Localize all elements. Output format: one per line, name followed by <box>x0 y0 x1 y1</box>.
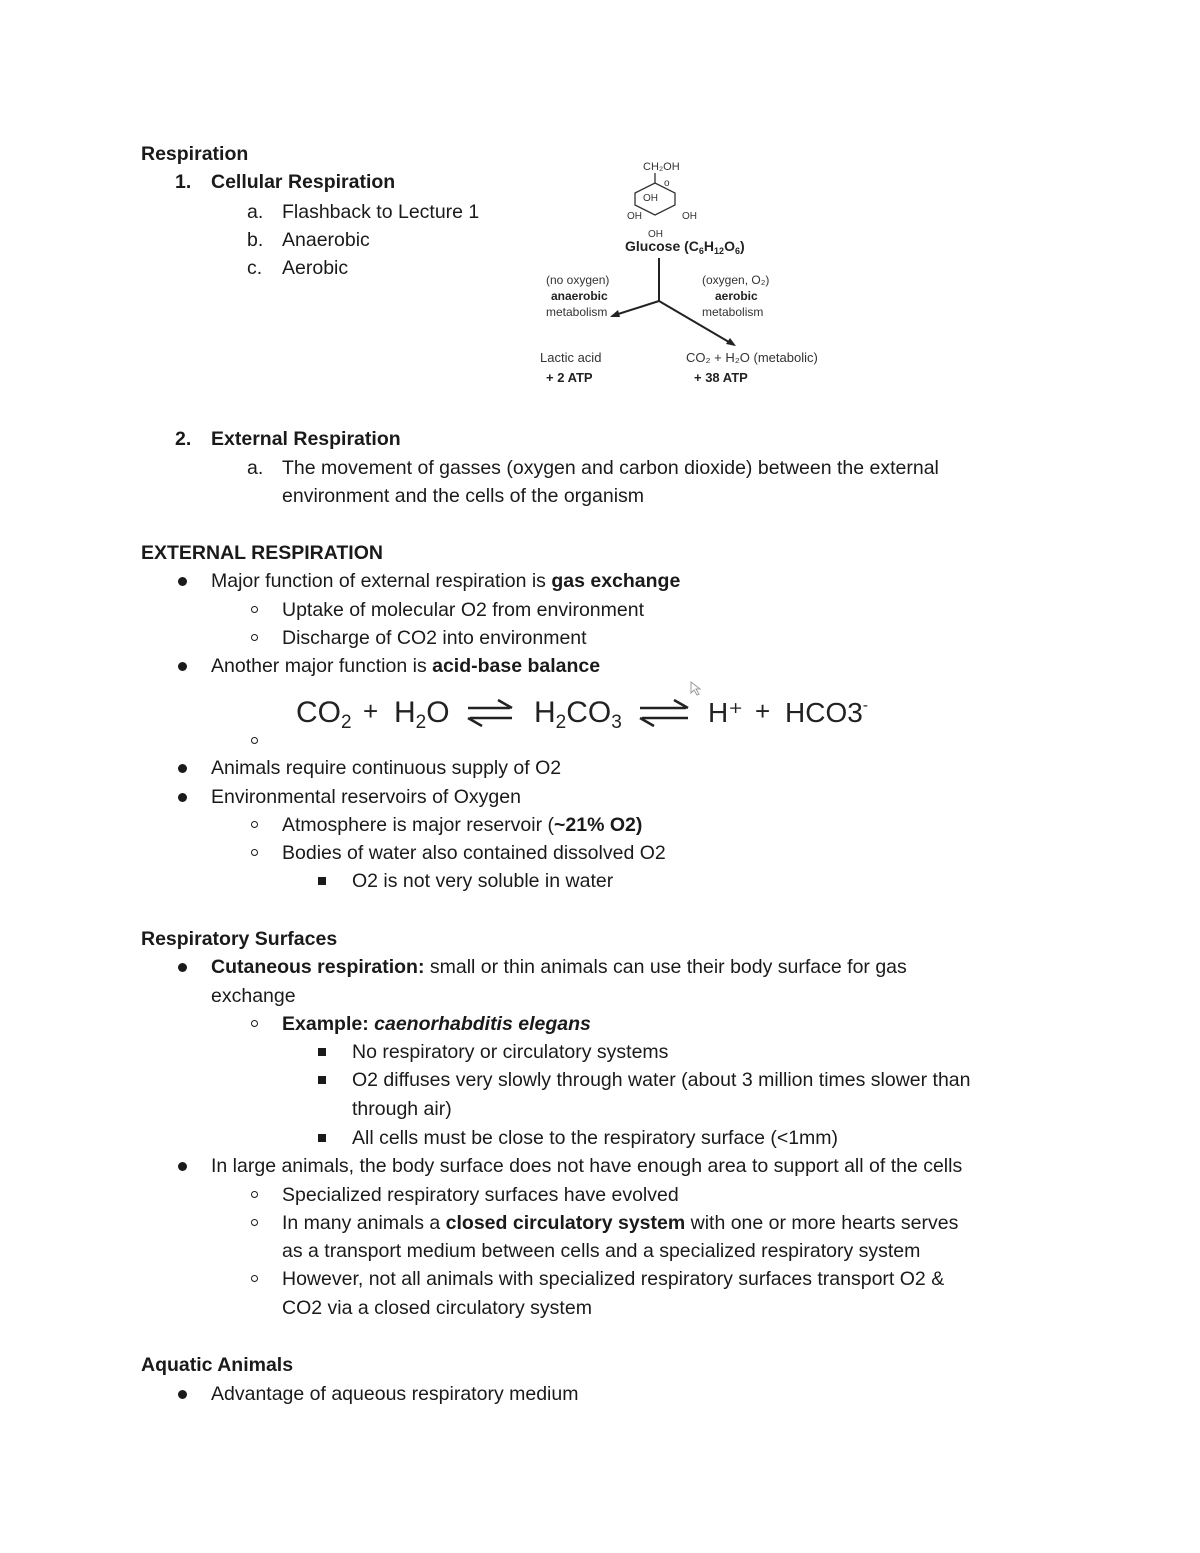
list-item-continued: through air) <box>352 1098 452 1120</box>
list-item: Specialized respiratory surfaces have evolved <box>282 1184 679 1206</box>
list-item: Animals require continuous supply of O2 <box>211 757 562 779</box>
hco3-term: HCO3- <box>785 697 869 728</box>
external-definition-line: The movement of gasses (oxygen and carbon dioxide) between the external <box>282 457 939 479</box>
list-marker: a. <box>247 457 264 479</box>
section-heading-aquatic-animals: Aquatic Animals <box>141 1354 294 1376</box>
list-number: 1. <box>175 171 192 193</box>
bullet-disc <box>178 577 187 586</box>
h2o-term: $H_2O$ <box>394 696 450 733</box>
list-item: Environmental reservoirs of Oxygen <box>211 786 521 808</box>
list-item: O2 diffuses very slowly through water (about 3 million times slower than <box>352 1069 971 1091</box>
equilibrium-arrows-icon <box>468 700 512 726</box>
plus-sign: + <box>755 696 771 726</box>
bullet-disc <box>178 1162 187 1171</box>
bullet-circle <box>251 821 258 828</box>
list-item: O2 is not very soluble in water <box>352 870 614 892</box>
list-marker: b. <box>247 229 264 251</box>
list-item: Atmosphere is major reservoir (~21% O2) <box>282 814 643 836</box>
bullet-disc <box>178 1390 187 1399</box>
list-item: However, not all animals with specialized respiratory surfaces transport O2 & <box>282 1268 945 1290</box>
h-plus-term: H⁺ <box>708 697 743 728</box>
aerobic-label: aerobic <box>715 289 758 303</box>
list-number: 2. <box>175 428 192 450</box>
bullet-square <box>318 877 326 885</box>
plus-sign: + <box>363 696 379 726</box>
list-item: Cutaneous respiration: small or thin animals can use their body surface for gas <box>211 956 907 978</box>
list-item-continued: as a transport medium between cells and a specialized respiratory system <box>282 1240 921 1262</box>
arrowhead-icon <box>610 310 620 317</box>
bullet-circle <box>251 1020 258 1027</box>
list-item: Flashback to Lecture 1 <box>282 201 480 223</box>
list-item: Example: caenorhabditis elegans <box>282 1013 591 1035</box>
list-item: No respiratory or circulatory systems <box>352 1041 669 1063</box>
bullet-circle <box>251 849 258 856</box>
oh-label: OH <box>643 193 658 204</box>
bullet-disc <box>178 764 187 773</box>
bullet-disc <box>178 793 187 802</box>
bullet-circle <box>251 1275 258 1282</box>
section-heading-external: EXTERNAL RESPIRATION <box>141 542 383 564</box>
bullet-square <box>318 1134 326 1142</box>
list-item: In many animals a closed circulatory system with one or more hearts serves <box>282 1212 959 1234</box>
bullet-circle <box>251 1219 258 1226</box>
section-heading-respiration: Respiration <box>141 143 249 165</box>
list-item: Aerobic <box>282 257 349 279</box>
cursor-icon <box>691 682 700 695</box>
aerobic-products-label: CO₂ + H₂O (metabolic) <box>686 350 818 365</box>
list-item-continued: CO2 via a closed circulatory system <box>282 1297 592 1319</box>
external-definition-line: environment and the cells of the organism <box>282 485 645 507</box>
list-item: All cells must be close to the respiratory surface (<1mm) <box>352 1127 839 1149</box>
h2co3-term: $H_2CO_3$ <box>534 696 622 733</box>
list-marker: c. <box>247 257 263 279</box>
lactic-acid-label: Lactic acid <box>540 350 602 365</box>
oh-label: OH <box>627 211 642 222</box>
carbonic-acid-equation <box>290 676 880 736</box>
external-respiration-title: External Respiration <box>211 428 401 450</box>
bullet-circle <box>251 606 258 613</box>
aerobic-condition: (oxygen, O₂) <box>702 273 770 287</box>
list-item: Anaerobic <box>282 229 370 251</box>
list-item-continued: exchange <box>211 985 296 1007</box>
metabolism-label: metabolism <box>702 305 764 319</box>
list-item: Discharge of CO2 into environment <box>282 627 587 649</box>
bullet-disc <box>178 662 187 671</box>
list-item: Uptake of molecular O2 from environment <box>282 599 644 621</box>
arrowhead-icon <box>726 338 736 346</box>
equilibrium-arrows-icon <box>640 700 688 726</box>
oh-label: OH <box>648 229 663 240</box>
list-item: In large animals, the body surface does not have enough area to support all of the cells <box>211 1155 963 1177</box>
bullet-disc <box>178 963 187 972</box>
atp-anaerobic: + 2 ATP <box>546 370 593 385</box>
atp-aerobic: + 38 ATP <box>694 370 748 385</box>
ch2oh-label: CH₂OH <box>643 161 680 173</box>
anaerobic-condition: (no oxygen) <box>546 273 610 287</box>
bullet-square <box>318 1076 326 1084</box>
bullet-circle <box>251 634 258 641</box>
list-item: Another major function is acid-base balance <box>211 655 601 677</box>
section-heading-respiratory-surfaces: Respiratory Surfaces <box>141 928 338 950</box>
bullet-square <box>318 1048 326 1056</box>
bullet-circle <box>251 737 258 744</box>
cellular-respiration-title: Cellular Respiration <box>211 171 396 193</box>
metabolism-label: metabolism <box>546 305 608 319</box>
list-item: Advantage of aqueous respiratory medium <box>211 1383 579 1405</box>
glucose-metabolism-diagram <box>530 155 850 395</box>
anaerobic-label: anaerobic <box>551 289 608 303</box>
bullet-circle <box>251 1191 258 1198</box>
oh-label: OH <box>682 211 697 222</box>
list-marker: a. <box>247 201 264 223</box>
list-item: Bodies of water also contained dissolved O2 <box>282 842 666 864</box>
svg-text:o: o <box>664 178 670 189</box>
co2-term: $CO_2$ <box>296 696 352 733</box>
glucose-label: Glucose $(C_6H_{12}O_6)$ <box>625 238 745 256</box>
list-item: Major function of external respiration is gas exchange <box>211 570 681 592</box>
